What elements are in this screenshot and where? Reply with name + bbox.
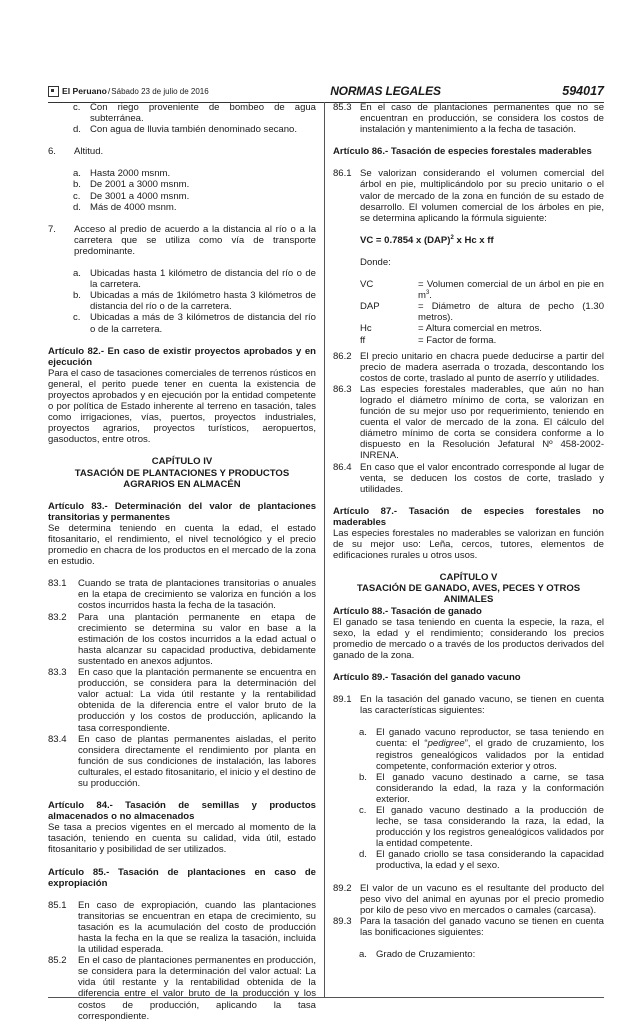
article-87-title: Artículo 87.- Tasación de especies forestales no maderables	[333, 505, 604, 528]
article-88-text: El ganado se tasa teniendo en cuenta la especie, la raza, el sexo, la edad y el rendimiento; considerando los precios promedio de mercado o a través de los productos derivados del ganado de la zona.	[333, 616, 604, 661]
article-85-title: Artículo 85.- Tasación de plantaciones en caso de expropiación	[48, 866, 316, 889]
paragraph-83-1: 83.1 Cuando se trata de plantaciones transitorias o anuales en la etapa de crecimiento se valoriza en función a los costos incurridos hasta la fecha de la tasación.	[48, 578, 316, 612]
list-item: c. Ubicadas a más de 3 kilómetros de distancia del río o de la carretera.	[73, 312, 316, 335]
list-item: a. Hasta 2000 msnm.	[73, 168, 171, 180]
definition-hc: Hc = Altura comercial en metros.	[360, 323, 542, 335]
paragraph-86-1: 86.1 Se valorizan considerando el volumen comercial del árbol en pie, multiplicándolo por su precio unitario o el valor de mercado de la zona en función de su estado de desarrollo. El volumen comercial de los árboles en pie, se determina aplicando la fórmula siguiente:	[333, 168, 604, 224]
chapter-4-heading: TASACIÓN DE PLANTACIONES Y PRODUCTOS	[74, 467, 290, 479]
paragraph-89-3: 89.3 Para la tasación del ganado vacuno se tienen en cuenta las bonificaciones siguientes:	[333, 915, 604, 938]
list-item: b. Ubicadas a más de 1kilómetro hasta 3 kilómetros de distancia del río o de la carretera.	[73, 290, 316, 313]
paragraph-89-2: 89.2 El valor de un vacuno es el resultante del producto del peso vivo del animal en ayunas por el precio promedio por kilo de peso vivo en mercados o camales (carcasa).	[333, 882, 604, 916]
publication-date: Sábado 23 de julio de 2016	[111, 86, 209, 96]
list-item: c. De 3001 a 4000 msnm.	[73, 190, 190, 202]
chapter-5-heading: ANIMALES	[443, 594, 494, 606]
header-separator: /	[107, 86, 111, 96]
right-column	[333, 102, 604, 960]
article-84-title: Artículo 84.- Tasación de semillas y productos almacenados o no almacenados	[48, 800, 316, 823]
list-item: 7. Acceso al predio de acuerdo a la distancia al río o a la carretera que se utiliza como vía de transporte predominante.	[48, 223, 316, 257]
article-86-title: Artículo 86.- Tasación de especies forestales maderables	[333, 146, 592, 158]
list-item: d. Más de 4000 msnm.	[73, 201, 177, 213]
article-83-title: Artículo 83.- Determinación del valor de plantaciones transitorias y permanentes	[48, 500, 316, 523]
list-item: a. Grado de Cruzamiento:	[359, 949, 476, 960]
paragraph-86-4: 86.4 En caso que el valor encontrado corresponde al lugar de venta, se deducen los costos de corte, traslado y utilidades.	[333, 461, 604, 495]
article-88-title: Artículo 88.- Tasación de ganado	[333, 605, 482, 617]
list-item: a. Ubicadas hasta 1 kilómetro de distancia del río o de la carretera.	[73, 268, 316, 291]
page-number: 594017	[562, 84, 604, 98]
list-item: a. El ganado vacuno reproductor, se tasa teniendo en cuenta: el “pedigree”, el grado de cruzamiento, los registros genealógicos validados por la entidad competente, conformación exterior y otros.	[359, 727, 605, 772]
definition-vc: VC = Volumen comercial de un árbol en pie en $m^3$.	[360, 279, 604, 302]
paragraph-85-3: 85.3 En el caso de plantaciones permanentes que no se encuentran en producción, se considera los costos de instalación y mantenimiento a la fecha de tasación.	[333, 102, 604, 136]
list-item: c. El ganado vacuno destinado a la producción de leche, se tasa considerando la raza, la edad, la producción y los registros genealógicos validados por la entidad competente.	[359, 804, 604, 850]
chapter-5-heading: TASACIÓN DE GANADO, AVES, PECES Y OTROS	[356, 583, 581, 595]
list-item: c. Con riego proveniente de bombeo de agua subterránea.	[73, 102, 316, 125]
paragraph-86-3: 86.3 Las especies forestales maderables, que aún no han logrado el diámetro mínimo de corta, se valorizan en función de su mejor uso por requerimiento, teniendo en cuenta el valor de mercado de la zona. El cálculo del diámetro mínimo de corta se considera conforme a lo dispuesto en la Resolución Jefatural Nº 458-2002-INRENA.	[333, 383, 604, 462]
chapter-4-heading: CAPÍTULO IV	[151, 456, 213, 468]
paragraph-86-2: 86.2 El precio unitario en chacra puede deducirse a partir del precio de madera aserrada o trozada, descontando los costos de corte, traslado al punto de aserrío y utilidades.	[333, 350, 604, 384]
list-item: 6. Altitud.	[48, 146, 104, 158]
definition-dap: DAP = Diámetro de altura de pecho (1.30 metros).	[360, 301, 604, 324]
paragraph-83-3: 83.3 En caso que la plantación permanente se encuentra en producción, se considera para la determinación del valor actual: La vida útil restante y la rentabilidad obtenida de la diferencia entre el valor bruto de la producción y los costos de producción, aplicando la tasa correspondiente.	[48, 667, 316, 734]
chapter-4-heading: AGRARIOS EN ALMACÉN	[123, 478, 241, 490]
chapter-5-heading: CAPÍTULO V	[439, 572, 498, 584]
donde-label: Donde:	[360, 256, 391, 268]
article-89-title: Artículo 89.- Tasación del ganado vacuno	[333, 672, 521, 684]
article-82-text: Para el caso de tasaciones comerciales de terrenos rústicos en general, el perito puede tener en cuenta la existencia de proyectos aprobados y en ejecución por la entidad competente o por política de Estado inherente al terreno en tasación, tales como irrigaciones, vías, puertos, proyectos industriales, proyectos agrarios, proyectos turísticos, aeropuertos, gasoductos, entre otros.	[48, 367, 316, 446]
header-left	[48, 86, 209, 97]
paragraph-83-4: 83.4 En caso de plantas permanentes aisladas, el perito considera directamente el rendimiento por planta en función de sus condiciones de instalación, las labores culturales, el estado fitosanitario, el inicio y el destino de su producción.	[48, 733, 316, 789]
list-item: b. De 2001 a 3000 msnm.	[73, 179, 190, 191]
bottom-rule	[48, 997, 604, 998]
article-87-text: Las especies forestales no maderables se valorizan en función de su mejor uso: Leña, cercos, tutores, elementos de edificaciones rurales u otros usos.	[333, 528, 604, 562]
list-item: b. El ganado vacuno destinado a carne, se tasa considerando la edad, la raza y la conformación exterior.	[359, 771, 604, 805]
list-item: d. Con agua de lluvia también denominado secano.	[73, 124, 297, 136]
paragraph-85-2: 85.2 En el caso de plantaciones permanentes en producción, se considera para la determinación del valor actual: La vida útil restante y la rentabilidad obtenida de la diferencia entre el valor bruto de la producción y los costos de producción, aplicando la tasa correspondiente.	[48, 955, 316, 1022]
paragraph-89-1: 89.1 En la tasación del ganado vacuno, se tienen en cuenta las características siguientes:	[333, 694, 604, 717]
section-title: NORMAS LEGALES	[330, 84, 441, 98]
article-82-title: Artículo 82.- En caso de existir proyectos aprobados y en ejecución	[48, 345, 316, 368]
column-divider	[324, 102, 325, 998]
newspaper-name: El Peruano	[62, 86, 107, 96]
newspaper-logo-icon	[48, 86, 59, 97]
paragraph-85-1: 85.1 En caso de expropiación, cuando las plantaciones transitorias se encuentran en etapa de crecimiento, su tasación es la acumulación del costo de producción hasta la fecha en la que se realiza la tasación, incluida la utilidad esperada.	[48, 899, 316, 956]
volume-formula: VC = 0.7854 x (DAP)$^2$ x Hc x ff	[360, 234, 494, 246]
page-header	[48, 80, 604, 103]
list-item: d. El ganado criollo se tasa considerando la capacidad productiva, la edad y el sexo.	[359, 849, 604, 872]
left-column	[48, 102, 316, 1022]
article-83-text: Se determina teniendo en cuenta la edad, el estado fitosanitario, el rendimiento, el nivel tecnológico y el precio promedio en chacra de los productos en el mercado de la zona en estudio.	[48, 522, 316, 568]
paragraph-83-2: 83.2 Para una plantación permanente en etapa de crecimiento se determina su valor en base a la estimación de los costos incurridos a la edad actual o hasta alcanzar su capacidad productiva, debidamente sustentado en anexos adjuntos.	[48, 611, 316, 667]
article-84-text: Se tasa a precios vigentes en el mercado al momento de la tasación, teniendo en cuenta su calidad, vida útil, estado fitosanitario y posibilidad de ser utilizados.	[48, 822, 316, 856]
definition-ff: ff = Factor de forma.	[360, 334, 497, 346]
